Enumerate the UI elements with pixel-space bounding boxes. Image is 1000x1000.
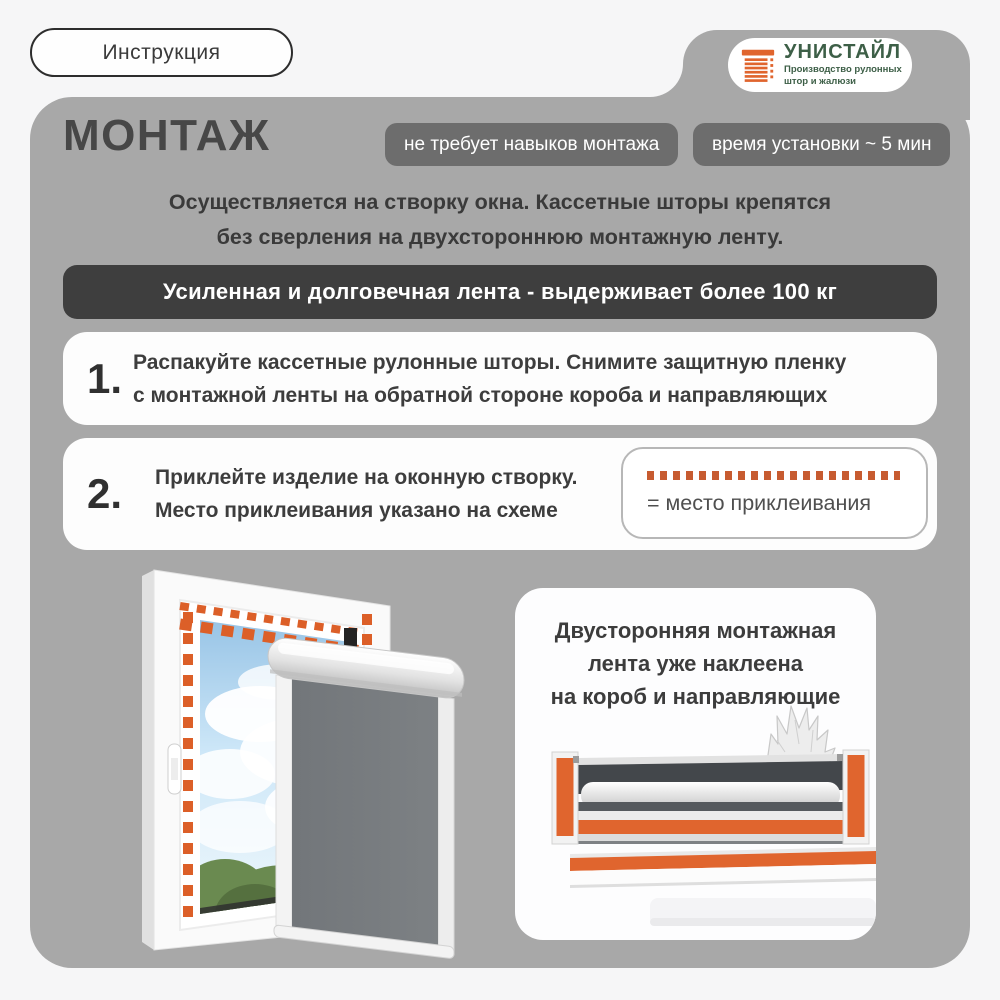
brand-logo bbox=[728, 38, 912, 92]
legend-label: = место приклеивания bbox=[647, 491, 871, 515]
tape-strip-left bbox=[557, 758, 574, 836]
badge-install-time: время установки ~ 5 мин bbox=[693, 123, 950, 166]
tape-strip-right bbox=[848, 755, 865, 837]
badge-no-skills: не требует навыков монтажа bbox=[385, 123, 678, 166]
logo-brand-name: УНИСТАЙЛ bbox=[784, 41, 902, 64]
intro-paragraph: Осуществляется на створку окна. Кассетные шторы крепятся без сверления на двухстороннюю монтажную ленту. bbox=[168, 190, 832, 249]
window-illustration-svg bbox=[110, 562, 466, 954]
glue-location-legend bbox=[621, 447, 928, 539]
tape-dashes-sample bbox=[647, 471, 900, 480]
instruction-button[interactable] bbox=[30, 28, 293, 77]
tape-note-text: Двусторонняя монтажная лента уже наклеена на короб и направляющие bbox=[550, 618, 841, 709]
main-panel bbox=[30, 97, 970, 968]
tape-note-card bbox=[515, 588, 876, 940]
highlight-bar: Усиленная и долговечная лента - выдерживает более 100 кг bbox=[63, 265, 937, 319]
step-card-1 bbox=[63, 332, 937, 425]
roller-blind-illustration bbox=[268, 636, 464, 960]
step-card-2 bbox=[63, 438, 937, 550]
logo-text bbox=[784, 42, 902, 88]
page-title: МОНТАЖ bbox=[63, 111, 271, 160]
window-installation-image bbox=[110, 562, 466, 954]
step-1-number: 1. bbox=[87, 354, 123, 402]
blinds-logo-icon bbox=[739, 46, 777, 84]
cassette-back-illustration bbox=[515, 700, 876, 940]
step-2-text: Приклейте изделие на оконную створку. Место приклеивания указано на схеме bbox=[155, 465, 578, 522]
step-1-text: Распакуйте кассетные рулонные шторы. Снимите защитную пленку с монтажной ленты на обратной стороне короба и направляющих bbox=[133, 350, 847, 407]
logo-tagline: Производство рулонных штор и жалюзи bbox=[784, 64, 902, 87]
step-2-number: 2. bbox=[87, 470, 123, 517]
tape-strip-bottom bbox=[578, 820, 843, 834]
instruction-button-label: Инструкция bbox=[102, 40, 221, 64]
